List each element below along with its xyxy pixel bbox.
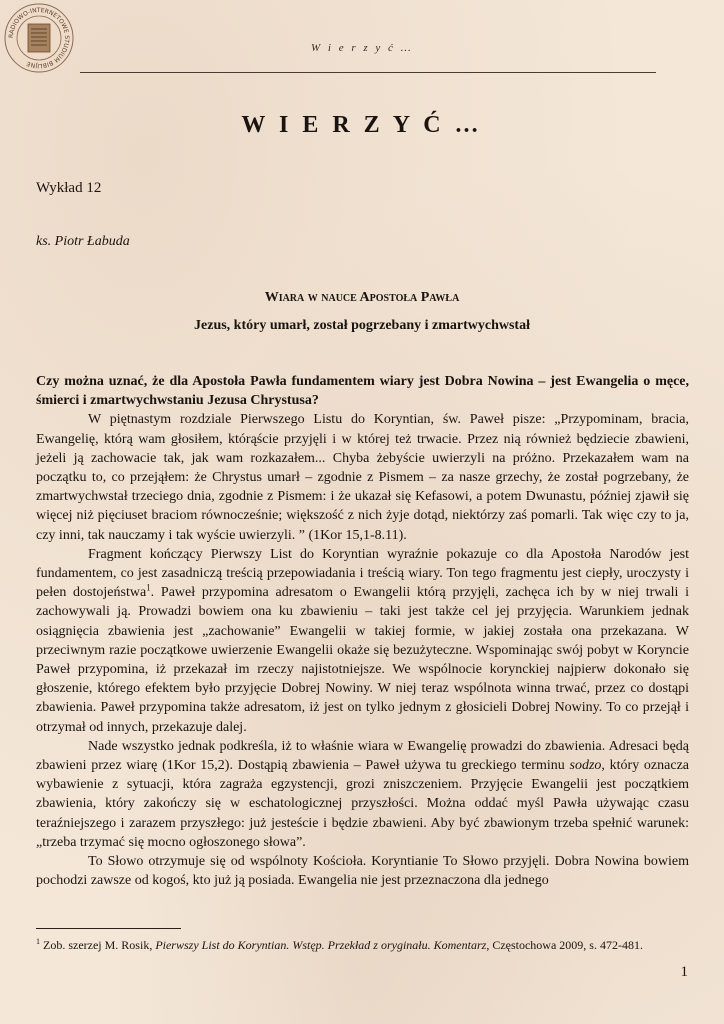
- section-title: Wiara w nauce Apostoła Pawła: [264, 290, 460, 305]
- footnote-lead: Zob. szerzej M. Rosik,: [40, 938, 156, 952]
- footnote-mark: 1: [36, 937, 40, 946]
- footnote-ref[interactable]: 1: [146, 582, 151, 593]
- footnote-book-title: Pierwszy List do Koryntian. Wstęp. Przekład z oryginału. Komentarz: [155, 938, 487, 952]
- section-subtitle: Jezus, który umarł, został pogrzebany i zmartwychwstał: [194, 318, 530, 333]
- radio-internet-bible-study-logo: [3, 2, 75, 74]
- footnote-tail: , Częstochowa 2009, s. 472-481.: [486, 938, 643, 952]
- author: ks. Piotr Łabuda: [36, 234, 130, 249]
- svg-text:RADIOWO-INTERNETOWE STUDIUM BI: RADIOWO-INTERNETOWE STUDIUM BIBLIJNE: [7, 6, 71, 70]
- paragraph-1: W piętnastym rozdziale Pierwszego Listu do Koryntian, św. Paweł pisze: „Przypominam, bracia, Ewangelię, którą wam głosiłem, którąście przyjęli i w której też trwacie. Przez nią również będziecie zbawieni, jeżeli ją zachowacie tak, jak wam rozkazałem... Chyba żebyście uwierzyli na próżno. Przekazałem wam na początku to, co przejąłem: że Chrystus umarł – zgodnie z Pismem – za nasze grzechy, że został pogrzebany, że zmartwychwstał trzeciego dnia, zgodnie z Pismem: i że ukazał się Kefasowi, a potem Dwunastu, później zjawił się więcej niż pięciuset braciom równocześnie; większość z nich żyje dotąd, niektórzy zaś pomarli. Tak więc czy to ja, czy inni, tak nauczamy i tak wyście uwierzyli. ” (1Kor 15,1-8.11).: [36, 412, 689, 543]
- page-number: 1: [680, 964, 688, 980]
- paragraph-3-text-b: , który oznacza wybawienie z sytuacji, która zagraża egzystencji, grozi zniszczeniem. Przyjęcie Ewangelii jest początkiem zbawienia, który zakończy się w eschatologicznej przyszłości. Można oddać myśl Pawła używając czasu teraźniejszego i zarazem przyszłego: już jesteście i będzie zbawieni. Aby być zbawionym trzeba spełnić warunek: „trzeba trzymać się mocno ogłoszonego słowa”.: [36, 758, 690, 850]
- footnote-rule: [36, 928, 181, 929]
- paragraph-4: To Słowo otrzymuje się od wspólnoty Kościoła. Koryntianie To Słowo przyjęli. Dobra Nowina bowiem pochodzi zawsze od kogoś, kto już ją posiada. Ewangelia nie jest przeznaczona dla jednego: [36, 854, 689, 889]
- paragraph-2-text-b: . Paweł przypomina adresatom o Ewangelii którą przyjęli, zachęca ich by w niej trwali i zachowywali ją. Prowadzi bowiem ona ku zbawieniu – taki jest także cel jej przyjęcia. Warunkiem jednak osiągnięcia zbawienia jest „zachowanie” Ewangelii w takiej formie, w jakiej została ona przekazana. W przeciwnym razie początkowe uwierzenie Ewangelii okaże się bezużyteczne. Wspominając swój pobyt w Koryncie Paweł przypomina, iż przekazał im rzeczy najistotniejsze. We wspólnocie korynckiej najpierw dokonało się głoszenie, którego efektem było przyjęcie Dobrej Nowiny. W niej teraz wspólnota winna trwać, przez co dostąpi zbawienia. Paweł przypomina także adresatom, iż jest on tylko jednym z głosicieli Dobrej Nowiny. To co przejął i otrzymał od innych, przekazuje dalej.: [36, 585, 690, 735]
- paragraph-2-text-a: Fragment kończący Pierwszy List do Koryntian wyraźnie pokazuje co dla Apostoła Narodów jest fundamentem, co jest zasadniczą treścią przepowiadania i treścią wiary. Ton tego fragmentu jest ciepły, uroczysty i pełen dostojeństwa: [36, 546, 689, 601]
- header-rule: [80, 72, 656, 73]
- document-title: W I E R Z Y Ć …: [241, 112, 483, 138]
- paragraph-2: [36, 545, 689, 737]
- lecture-number: Wykład 12: [36, 180, 102, 196]
- lead-question: Czy można uznać, że dla Apostoła Pawła fundamentem wiary jest Dobra Nowina – jest Ewangelia o męce, śmierci i zmartwychwstaniu Jezusa Chrystusa?: [36, 374, 689, 409]
- footnote: [36, 934, 689, 953]
- body-text: [36, 372, 689, 890]
- paragraph-3: [36, 737, 689, 852]
- paragraph-3-text-a: Nade wszystko jednak podkreśla, iż to właśnie wiara w Ewangelię prowadzi do zbawienia. Adresaci będą zbawieni przez wiarę (1Kor 15,2). Dostąpią zbawienia – Paweł używa tu greckiego terminu: [36, 738, 689, 774]
- running-head: W i e r z y ć …: [311, 42, 413, 54]
- greek-term: sodzo: [569, 758, 602, 774]
